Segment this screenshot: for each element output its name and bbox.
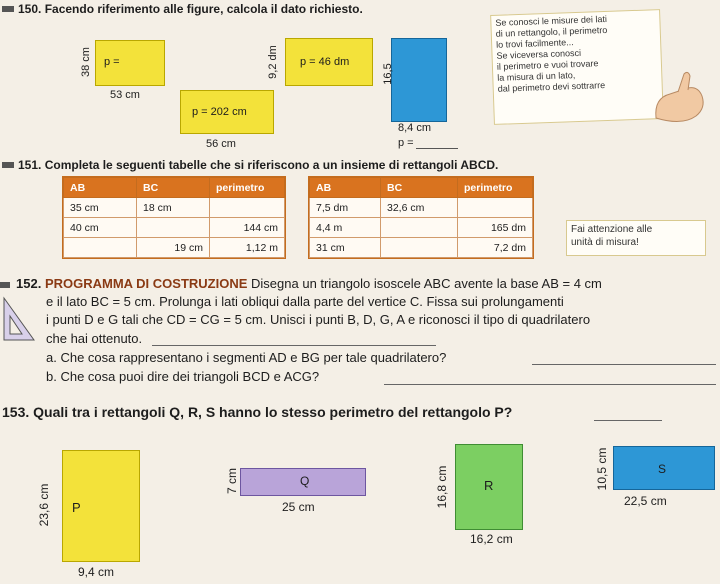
ex151-number: 151. <box>18 158 42 172</box>
rect-S-width: 22,5 cm <box>624 494 667 508</box>
table-header-cell: perimetro <box>458 178 533 198</box>
ex152-question-b: b. Che cosa puoi dire dei triangoli BCD e ACG? <box>46 369 320 384</box>
ex150-tip-line: di un rettangolo, il perimetro <box>495 24 608 39</box>
rect-Q-label: Q <box>300 474 310 488</box>
table-cell: 18 cm <box>137 198 210 218</box>
ex150-fig2-height: 9,2 dm <box>267 45 279 79</box>
table-cell[interactable] <box>458 198 533 218</box>
ex150-tip-line: la misura di un lato, <box>497 70 576 83</box>
ex153-instruction: Quali tra i rettangoli Q, R, S hanno lo stesso perimetro del rettangolo P? <box>33 404 513 420</box>
rect-P-width: 9,4 cm <box>78 565 115 579</box>
table-cell[interactable] <box>64 238 137 258</box>
table-cell: 40 cm <box>64 218 137 238</box>
ex150-tip-line: lo trovi facilmente... <box>496 37 574 50</box>
table-cell: 4,4 m <box>310 218 381 238</box>
hand-pointing-icon <box>648 68 708 132</box>
ex151-table-1 <box>62 176 286 259</box>
table-row <box>310 218 533 238</box>
ex150-fig2-label: p = 46 dm <box>300 56 350 68</box>
ex152-line-1 <box>16 276 602 292</box>
table-row <box>64 238 285 258</box>
table-row <box>64 218 285 238</box>
rect-Q-width: 25 cm <box>282 500 315 514</box>
table-cell[interactable] <box>381 238 458 258</box>
table-header-cell: AB <box>310 178 381 198</box>
ex153-title <box>2 404 512 420</box>
ex150-fig4-width: 8,4 cm <box>398 122 432 134</box>
table-row <box>64 198 285 218</box>
ex151-tip-line: Fai attenzione alle <box>571 224 653 235</box>
ex152-text-line: che hai ottenuto. <box>46 331 143 346</box>
table-header-row <box>310 178 533 198</box>
table-cell[interactable] <box>210 198 285 218</box>
ex151-instruction: Completa le seguenti tabelle che si riferiscono a un insieme di rettangoli ABCD. <box>44 158 499 172</box>
ex152-marker <box>0 282 10 288</box>
ex150-tip-line: Se conosci le misure dei lati <box>495 13 608 28</box>
ex152-heading: PROGRAMMA DI COSTRUZIONE <box>44 276 248 291</box>
table-cell: 31 cm <box>310 238 381 258</box>
table-cell: 35 cm <box>64 198 137 218</box>
ex150-tip-line: dal perimetro devi sottrarre <box>497 80 606 94</box>
ex152-text-line: i punti D e G tali che CD = CG = 5 cm. Unisci i punti B, D, G, A e riconosci il tipo di quadrilatero <box>46 312 591 327</box>
rect-P-label: P <box>72 500 81 515</box>
table-cell[interactable] <box>381 218 458 238</box>
ex151-tip-line: unità di misura! <box>571 237 639 248</box>
ex150-marker <box>2 6 14 12</box>
ex152-question-a: a. Che cosa rappresentano i segmenti AD e BG per tale quadrilatero? <box>46 350 447 365</box>
ex151-tip-note <box>566 220 706 256</box>
ex153-number: 153. <box>2 404 30 420</box>
rect-S-height: 10,5 cm <box>595 447 609 491</box>
rect-R-height: 16,8 cm <box>435 465 449 509</box>
ex152-answer-line[interactable] <box>152 345 436 346</box>
rect-R-label: R <box>484 478 494 493</box>
rect-Q-height: 7 cm <box>225 468 239 495</box>
ex153-answer-line[interactable] <box>594 420 662 421</box>
ex150-fig1-label: p = <box>104 56 120 68</box>
ex152-text-line: Disegna un triangolo isoscele ABC avente la base AB = 4 cm <box>251 276 602 291</box>
set-square-icon <box>2 296 36 342</box>
table-header-row <box>64 178 285 198</box>
rect-P-height: 23,6 cm <box>37 483 51 527</box>
table-cell: 165 dm <box>458 218 533 238</box>
table-cell: 32,6 cm <box>381 198 458 218</box>
ex152-answer-line-a[interactable] <box>532 364 716 365</box>
table-row <box>310 198 533 218</box>
table-cell[interactable] <box>137 218 210 238</box>
table-cell: 7,5 dm <box>310 198 381 218</box>
ex150-tip-line: Se viceversa conosci <box>496 47 582 61</box>
ex150-tip-note <box>490 9 664 125</box>
ex152-number: 152. <box>16 276 42 291</box>
table-header-cell: BC <box>381 178 458 198</box>
table-cell: 144 cm <box>210 218 285 238</box>
ex150-fig4-answer-line <box>416 148 458 149</box>
ex150-tip-line: il perimetro e vuoi trovare <box>496 58 599 72</box>
table-header-cell: BC <box>137 178 210 198</box>
ex150-fig3-width: 56 cm <box>206 138 236 150</box>
ex150-fig4-label: p = <box>398 137 414 149</box>
ex150-fig4-height: 16,5 <box>382 63 394 85</box>
ex152-text-line: e il lato BC = 5 cm. Prolunga i lati obliqui dalla parte del vertice C. Fissa sui prolungamenti <box>46 294 564 309</box>
table-header-cell: AB <box>64 178 137 198</box>
ex152-answer-line-b[interactable] <box>384 384 716 385</box>
ex150-fig1-height: 38 cm <box>80 47 92 77</box>
table-row <box>310 238 533 258</box>
table-cell: 19 cm <box>137 238 210 258</box>
table-cell: 7,2 dm <box>458 238 533 258</box>
ex150-rect-4 <box>391 38 447 122</box>
ex150-number: 150. <box>18 2 42 16</box>
ex151-table-2 <box>308 176 534 259</box>
rect-R-width: 16,2 cm <box>470 532 513 546</box>
table-cell: 1,12 m <box>210 238 285 258</box>
ex150-instruction: Facendo riferimento alle figure, calcola il dato richiesto. <box>44 2 363 16</box>
table-header-cell: perimetro <box>210 178 285 198</box>
ex151-title <box>18 157 498 173</box>
ex150-fig1-width: 53 cm <box>110 89 140 101</box>
rect-S-label: S <box>658 462 667 476</box>
ex150-title <box>18 1 363 17</box>
ex151-marker <box>2 162 14 168</box>
ex150-fig3-label: p = 202 cm <box>192 106 247 118</box>
